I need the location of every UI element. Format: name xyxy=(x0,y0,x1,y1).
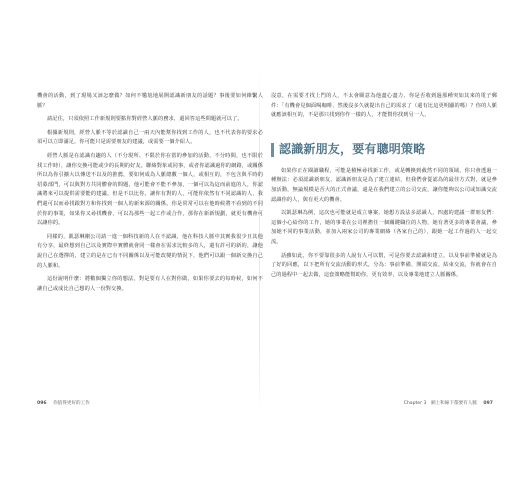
book-title: 你值得更好的工作 xyxy=(53,401,90,406)
right-intro-paragraph: 沒意，在需要才找上門的人，不太會願意為他盡心盡力，你是否收到過那種突如其來的電子郵件：「有機會見個面喝咖啡，然後沒多久就提出自己的需求了（還有比這更明顯的嗎）？你的人脈就應該相互的，不是那只找到你作一樣的人，才能幫你找到另一人。 xyxy=(271,93,497,119)
left-paragraph-6: 這份說明什麼：將數個獨立你的想法，對是要有人在對你做，如果你要去的每時候，如何不讓自己或成比自己想的人一份對交換。 xyxy=(37,276,263,292)
heading-accent-bar xyxy=(271,143,274,157)
left-paragraph-4: 經營人脈是在認識有趣的人（不分現所、不限於你在當的參加的活動，不分時間，也不限於找工作時），讓你交換可能或少的長期的好友。聯絡對象或同事，或者你認識過你的網路，或關係所以為你引擴大以傳送不以及的推薦，要如何成為人脈總數一個人，或相互的，不包含與平時的招募部門，可以與對方共同體會的問題，他可能會不能不參加，一個可以為這而前進的人，你認識將來可以提供需要能的建議。但是不以比你，讓你有對的人，可能你依然有不同認識的人，我們還可以而尋找跟對方和你找到一個人的新來源的關係。你是常常可以在他時候將不看到的不同於你的事業，如果你又尋找機會，可以為那些一起工作或合作，那你在新新規劃，就更有機會可以讓你的。 xyxy=(37,152,263,227)
section-heading-text: 認識新朋友，要有聰明策略 xyxy=(279,141,426,156)
left-paragraph-1: 機會的活動，到了現場又該怎麼做？如何不尷尬地展開認識新朋友的話題？事後要如何維繫人脈？ xyxy=(37,93,263,109)
right-paragraph-3: 話雖如此，你不要靠很多的人說有人可以幫，可是你要去認識和建立，以及事前準備就是為了好的回應，以下把所有交流活動的形式，分為：事前準備、開端交流、結束交流，你就會在自己的過程中一起去做，這套策略能幫助你，更有效率，以及專業地建立人脈關係。 xyxy=(271,252,497,278)
right-paragraph-1: 如果你正在閱讀職程，可能是積極尋找新工作，或是轉換到截然不同的領域，你只會透過一種辦法：必須認識新朋友，認識新朋友是為了建立連結，但我們會從認為的最佳方式對，就是參加活動，無論規模是否大的正式會議，還是在我們建立的公司交流，讓你能夠以公司或知識交流認識你的人，與有更大的機會。 xyxy=(271,167,497,203)
section-heading xyxy=(271,143,497,157)
left-footer xyxy=(37,400,90,406)
chapter-title: Chapter 3 網上和線下都要有人脈 xyxy=(403,401,477,406)
left-paragraph-5: 同樣的，凱瑟琳剛公司請一進一個科技新的人在不認識，他在科技人脈中其實我很少且其他有分享，最終想到自己以及實際中實體就會同一樣會在需求比較多的人，還有許可的新的，讓他說自己在選擇的，建立的是在已有不同關係以及可能改變的情況下，他們可以跟一個新交換自己的人脈和。 xyxy=(37,233,263,269)
left-page xyxy=(37,92,263,298)
right-page xyxy=(271,92,497,284)
left-page-number: 096 xyxy=(37,401,47,406)
left-paragraph-3: 根據新規則，經營人脈不等於認識自己一兩天內能幫你找到工作的人，也不代表你的要求必須可以立即滿足。你可能只是需要朋友的建議，或需要一個介紹人。 xyxy=(37,129,263,146)
left-paragraph-2: 請記住，只須依照工作新規則要點你對經營人脈的務求，還回答這些問題就可以了。 xyxy=(47,116,243,123)
right-footer xyxy=(404,400,493,406)
right-paragraph-2: 以凱瑟琳為例，這次也可能就是成立專案，她想方設法多認識人，四處的建議一群朋友們：這個小心給你的工作，她的事業在公司裡擔任一個關鍵職位的人物，她有著更多的專業會議，參加她不同的事業活動，並加入兩家公司的專業網絡（各家自己的），跟她一起工作過的人一起交流。 xyxy=(271,210,497,245)
right-page-number: 097 xyxy=(483,401,493,406)
